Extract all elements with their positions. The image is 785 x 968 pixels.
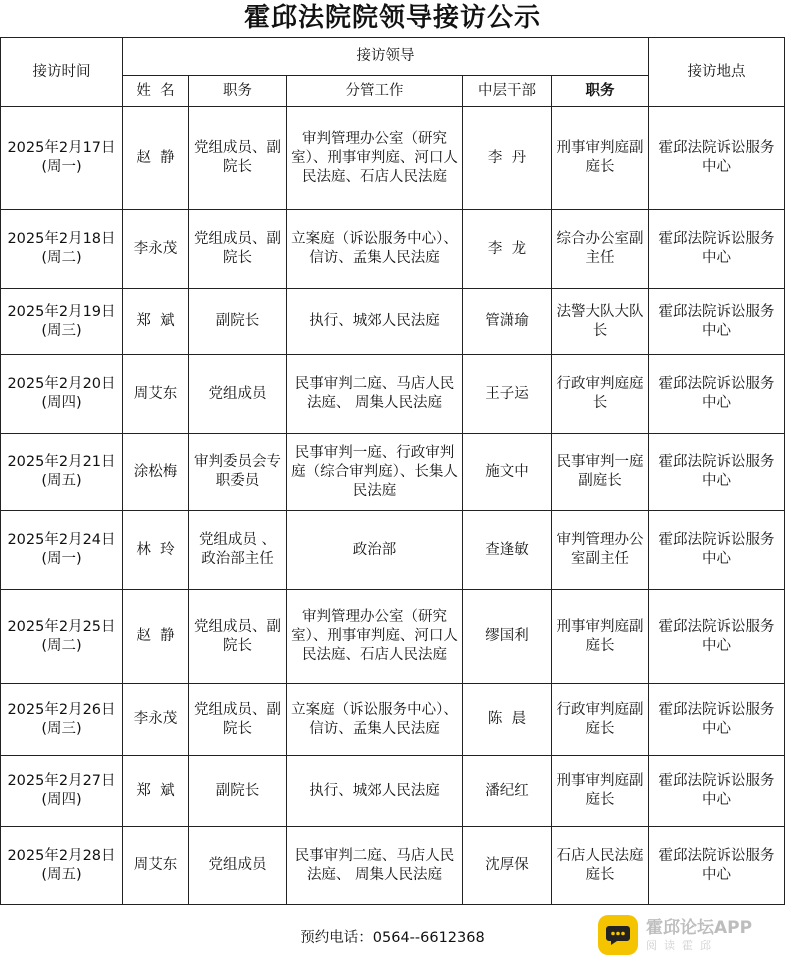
weekday-text: (周三) [41,322,82,339]
cell-location: 霍邱法院诉讼服务中心 [649,827,785,905]
cell-duties: 执行、城郊人民法庭 [287,289,463,355]
cell-mid-position: 综合办公室副主任 [552,210,649,289]
table-row [1,827,785,905]
cell-mid-position: 刑事审判庭副庭长 [552,756,649,827]
cell-midlevel: 查逢敏 [463,511,552,590]
weekday-text: (周五) [41,473,82,489]
cell-position: 党组成员、副院长 [189,684,287,756]
weekday-text: (周五) [41,866,82,883]
date-text: 2025年2月25日 [7,618,116,635]
date-text: 2025年2月20日 [7,376,116,392]
cell-name: 李永茂 [123,210,189,289]
cell-name: 林 玲 [123,511,189,590]
date-text: 2025年2月27日 [7,773,116,789]
cell-date [1,756,123,827]
cell-location: 霍邱法院诉讼服务中心 [649,684,785,756]
cell-position: 党组成员 [189,355,287,434]
cell-date [1,107,123,210]
cell-midlevel: 缪国利 [463,590,552,684]
cell-name: 郑 斌 [123,289,189,355]
header-leaders: 接访领导 [123,38,649,76]
weekday-text: (周二) [41,250,82,266]
cell-mid-position: 审判管理办公室副主任 [552,511,649,590]
cell-mid-position: 法警大队大队长 [552,289,649,355]
cell-location: 霍邱法院诉讼服务中心 [649,590,785,684]
cell-midlevel: 潘纪红 [463,756,552,827]
cell-date [1,590,123,684]
cell-name: 郑 斌 [123,756,189,827]
date-text: 2025年2月28日 [7,847,116,864]
cell-date [1,210,123,289]
weekday-text: (周一) [41,551,82,567]
cell-date [1,684,123,756]
cell-duties: 民事审判二庭、马店人民法庭、 周集人民法庭 [287,355,463,434]
cell-location: 霍邱法院诉讼服务中心 [649,434,785,511]
cell-location: 霍邱法院诉讼服务中心 [649,355,785,434]
watermark-name: 霍邱论坛APP [646,917,753,938]
cell-position: 党组成员 、政治部主任 [189,511,287,590]
cell-duties: 审判管理办公室（研究室）、刑事审判庭、河口人民法庭、石店人民法庭 [287,107,463,210]
cell-date [1,827,123,905]
cell-name: 赵 静 [123,107,189,210]
table-row [1,289,785,355]
cell-duties: 民事审判二庭、马店人民法庭、 周集人民法庭 [287,827,463,905]
header-position: 职务 [189,76,287,107]
cell-duties: 立案庭（诉讼服务中心）、信访、孟集人民法庭 [287,684,463,756]
cell-mid-position: 刑事审判庭副庭长 [552,107,649,210]
cell-location: 霍邱法院诉讼服务中心 [649,756,785,827]
cell-duties: 政治部 [287,511,463,590]
cell-name: 周艾东 [123,355,189,434]
cell-name: 周艾东 [123,827,189,905]
date-text: 2025年2月19日 [7,303,116,320]
cell-date [1,355,123,434]
table-row [1,756,785,827]
table-row [1,590,785,684]
weekday-text: (周一) [41,159,82,175]
cell-midlevel: 李 丹 [463,107,552,210]
cell-name: 赵 静 [123,590,189,684]
cell-mid-position: 刑事审判庭副庭长 [552,590,649,684]
header-name: 姓 名 [123,76,189,107]
cell-location: 霍邱法院诉讼服务中心 [649,289,785,355]
cell-position: 副院长 [189,756,287,827]
cell-location: 霍邱法院诉讼服务中心 [649,107,785,210]
appointment-phone: 预约电话：0564--6612368 [300,930,485,946]
weekday-text: (周四) [41,792,82,808]
cell-position: 副院长 [189,289,287,355]
cell-position: 审判委员会专职委员 [189,434,287,511]
cell-duties: 执行、城郊人民法庭 [287,756,463,827]
header-midlevel: 中层干部 [463,76,552,107]
table-row [1,210,785,289]
cell-date [1,289,123,355]
date-text: 2025年2月21日 [7,454,116,470]
header-mid-position: 职务 [552,76,649,107]
cell-position: 党组成员、副院长 [189,107,287,210]
cell-midlevel: 李 龙 [463,210,552,289]
cell-midlevel: 管潇瑜 [463,289,552,355]
date-text: 2025年2月18日 [7,231,116,247]
cell-date [1,434,123,511]
chat-bubble-icon [598,915,638,955]
cell-midlevel: 施文中 [463,434,552,511]
weekday-text: (周二) [41,637,82,654]
date-text: 2025年2月24日 [7,532,116,548]
weekday-text: (周三) [41,720,82,737]
reception-schedule-table [0,37,785,905]
cell-position: 党组成员、副院长 [189,590,287,684]
cell-position: 党组成员、副院长 [189,210,287,289]
cell-midlevel: 沈厚保 [463,827,552,905]
header-time: 接访时间 [1,38,123,107]
cell-mid-position: 石店人民法庭庭长 [552,827,649,905]
date-text: 2025年2月17日 [7,140,116,156]
table-row [1,107,785,210]
cell-location: 霍邱法院诉讼服务中心 [649,210,785,289]
header-location: 接访地点 [649,38,785,107]
cell-duties: 审判管理办公室（研究室）、刑事审判庭、河口人民法庭、石店人民法庭 [287,590,463,684]
cell-position: 党组成员 [189,827,287,905]
table-row [1,511,785,590]
cell-date [1,511,123,590]
cell-midlevel: 王子运 [463,355,552,434]
cell-duties: 民事审判一庭、行政审判庭（综合审判庭）、长集人民法庭 [287,434,463,511]
weekday-text: (周四) [41,395,82,411]
table-row [1,684,785,756]
cell-mid-position: 民事审判一庭副庭长 [552,434,649,511]
watermark-subtitle: 阅读霍邱 [646,938,718,952]
cell-name: 涂松梅 [123,434,189,511]
cell-mid-position: 行政审判庭庭长 [552,355,649,434]
page-title: 霍邱法院院领导接访公示 [243,3,541,33]
forum-watermark [598,910,780,960]
cell-name: 李永茂 [123,684,189,756]
table-row [1,355,785,434]
cell-location: 霍邱法院诉讼服务中心 [649,511,785,590]
cell-mid-position: 行政审判庭副庭长 [552,684,649,756]
cell-midlevel: 陈 晨 [463,684,552,756]
cell-duties: 立案庭（诉讼服务中心）、信访、孟集人民法庭 [287,210,463,289]
header-duties: 分管工作 [287,76,463,107]
date-text: 2025年2月26日 [7,701,116,718]
table-row [1,434,785,511]
